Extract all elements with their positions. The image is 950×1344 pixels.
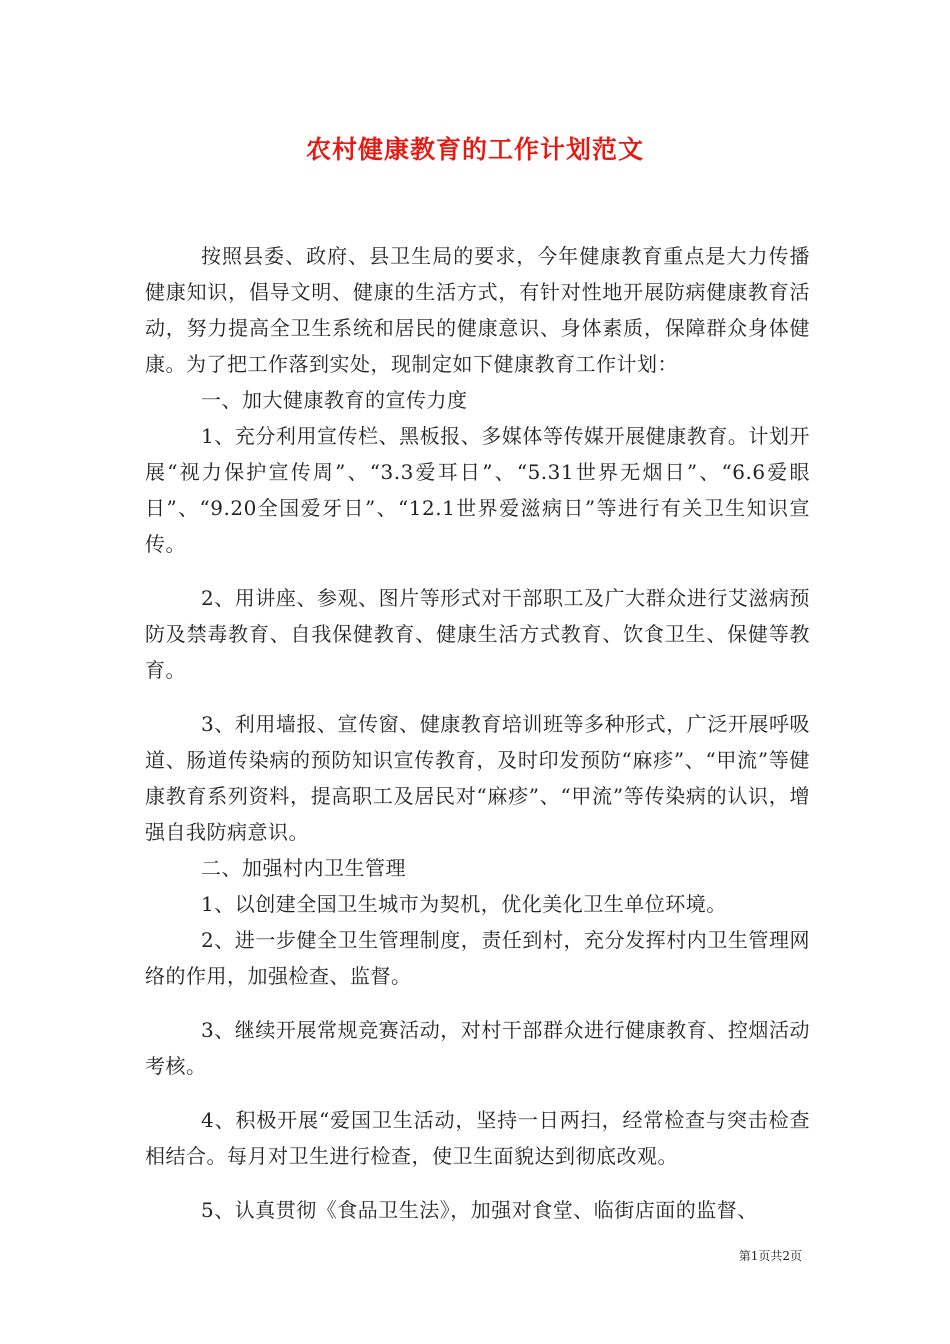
section-2-item-4: 4、积极开展“爱国卫生活动，坚持一日两扫，经常检查与突击检查相结合。每月对卫生进行检查，使卫生面貌达到彻底改观。 xyxy=(145,1108,810,1168)
section-2-item-1: 1、以创建全国卫生城市为契机，优化美化卫生单位环境。 xyxy=(201,892,727,916)
section-heading-2: 二、加强村内卫生管理 xyxy=(201,856,406,880)
section-2-item-5: 5、认真贯彻《食品卫生法》，加强对食堂、临街店面的监督、 xyxy=(201,1198,758,1222)
page-number: 第1页共2页 xyxy=(738,1249,802,1263)
section-2-item-3: 3、继续开展常规竞赛活动，对村干部群众进行健康教育、控烟活动考核。 xyxy=(145,1018,810,1078)
section-1-item-2: 2、用讲座、参观、图片等形式对干部职工及广大群众进行艾滋病预防及禁毒教育、自我保健教育、健康生活方式教育、饮食卫生、保健等教育。 xyxy=(145,586,810,682)
section-2-item-2: 2、进一步健全卫生管理制度，责任到村，充分发挥村内卫生管理网络的作用，加强检查、监督。 xyxy=(145,928,810,988)
section-heading-1: 一、加大健康教育的宣传力度 xyxy=(201,388,468,412)
document-title: 农村健康教育的工作计划范文 xyxy=(305,135,644,164)
section-1-item-1: 1、充分利用宣传栏、黑板报、多媒体等传媒开展健康教育。计划开展“视力保护宣传周”、“3.3爱耳日”、“5.31世界无烟日”、“6.6爱眼日”、“9.20全国爱牙日”、“12.1世界爱滋病日”等进行有关卫生知识宣传。 xyxy=(145,424,810,556)
section-1-item-3: 3、利用墙报、宣传窗、健康教育培训班等多种形式，广泛开展呼吸道、肠道传染病的预防知识宣传教育，及时印发预防“麻疹”、“甲流”等健康教育系列资料，提高职工及居民对“麻疹”、“甲流”等传染病的认识，增强自我防病意识。 xyxy=(145,712,810,844)
intro-paragraph: 按照县委、政府、县卫生局的要求，今年健康教育重点是大力传播健康知识，倡导文明、健康的生活方式，有针对性地开展防病健康教育活动，努力提高全卫生系统和居民的健康意识、身体素质，保障群众身体健康。为了把工作落到实处，现制定如下健康教育工作计划： xyxy=(145,244,810,376)
document-body xyxy=(145,238,810,1228)
